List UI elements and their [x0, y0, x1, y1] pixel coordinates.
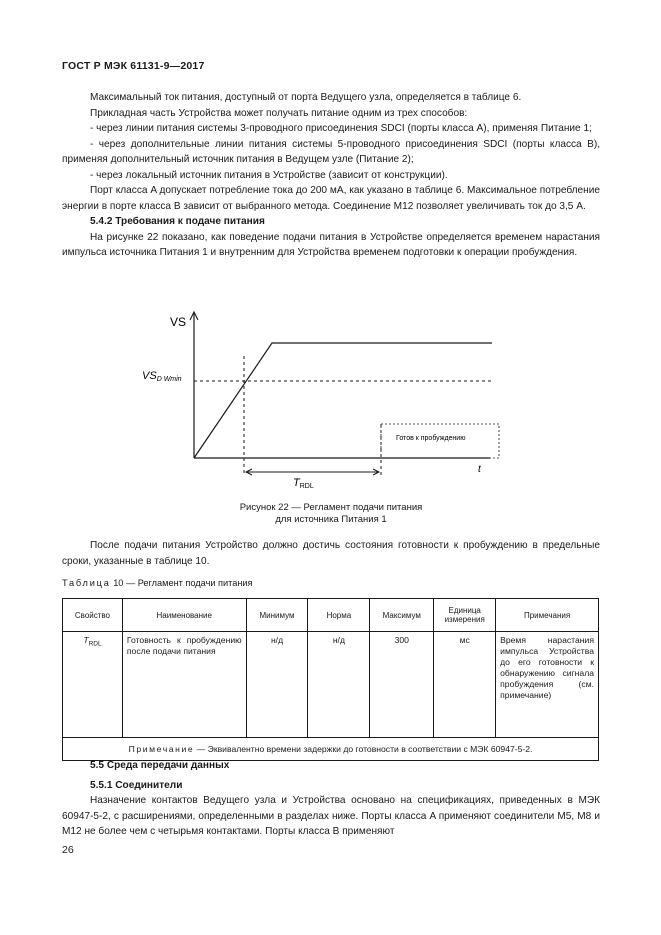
table-header-row	[63, 599, 599, 632]
cell-property: $T_{RDL}$	[63, 632, 123, 738]
body-bottom	[62, 758, 600, 840]
column-header: Максимум	[370, 599, 434, 632]
table-row	[63, 632, 599, 738]
note-label: Примечание	[128, 744, 195, 754]
column-header: Наименование	[122, 599, 246, 632]
paragraph: После подачи питания Устройство должно достичь состояния готовности к пробуждению в предельные сроки, указанные в таблице 10.	[62, 540, 600, 567]
table-title-prefix: Таблица	[62, 578, 111, 588]
paragraph: Порт класса A допускает потребление тока до 200 мА, как указано в таблице 6. Максимальное потребление энергии в порте класса B зависит от выбранного метода. Соединение M12 позволяет увеличивать ток до 3,5 А.	[62, 185, 600, 212]
cell-name: Готовность к пробуждению после подачи питания	[122, 632, 246, 738]
list-item: - через локальный источник питания в Устройстве (зависит от конструкции).	[90, 169, 448, 181]
section-heading: 5.5 Среда передачи данных	[90, 760, 230, 771]
power-supply-diagram	[142, 306, 520, 496]
section-heading: 5.4.2 Требования к подаче питания	[90, 216, 265, 227]
body-mid	[62, 538, 600, 569]
list-item: - через дополнительные линии питания системы 5-проводного присоединения SDCI (порты класса B), применяя дополнительный источник питания в Ведущем узле (Питание 2);	[62, 138, 600, 165]
cell-unit: мс	[434, 632, 496, 738]
paragraph: Прикладная часть Устройства может получать питание одним из трех способов:	[90, 107, 468, 119]
note-text: — Эквивалентно времени задержки до готовности в соответствии с МЭК 60947-5-2.	[196, 744, 533, 754]
table-title-text: 10 — Регламент подачи питания	[113, 578, 253, 588]
figure-caption	[62, 502, 600, 526]
column-header: Свойство	[63, 599, 123, 632]
caption-line: для источника Питания 1	[275, 514, 387, 525]
column-header: Норма	[308, 599, 370, 632]
column-header: Минимум	[246, 599, 308, 632]
subsection-heading: 5.5.1 Соединители	[90, 779, 183, 791]
body-top	[62, 90, 600, 261]
column-header: Единица измерения	[434, 599, 496, 632]
interval-label: TRDL	[293, 477, 314, 490]
table-title	[62, 578, 253, 588]
list-item: - через линии питания системы 3-проводного присоединения SDCI (порты класса A), применяя Питание 1;	[90, 123, 592, 134]
paragraph: На рисунке 22 показано, как поведение подачи питания в Устройстве определяется временем нарастания импульса источника Питания 1 и внутренним для Устройства временем подготовки к операции пробуждения.	[62, 231, 600, 258]
power-supply-table	[62, 598, 599, 761]
column-header: Примечания	[496, 599, 599, 632]
wakeup-ready-label: Готов к пробуждению	[396, 435, 466, 442]
document-header: ГОСТ Р МЭК 61131-9—2017	[62, 60, 205, 72]
x-axis-label: t	[478, 464, 481, 475]
caption-line: Рисунок 22 — Регламент подачи питания	[239, 502, 423, 513]
y-axis-label: VS	[170, 315, 187, 329]
paragraph: Максимальный ток питания, доступный от порта Ведущего узла, определяется в таблице 6.	[90, 92, 522, 103]
page-number: 26	[62, 844, 74, 856]
cell-typ: н/д	[308, 632, 370, 738]
cell-min: н/д	[246, 632, 308, 738]
cell-max: 300	[370, 632, 434, 738]
cell-notes: Время нарастания импульса Устройства до его готовности к обнаружению сигнала пробуждения (см. примечание)	[496, 632, 599, 738]
threshold-label: VSD Wmin	[142, 370, 182, 383]
paragraph: Назначение контактов Ведущего узла и Устройства основано на спецификациях, приведенных в МЭК 60947-5-2, с расширениями, определенными в разделах ниже. Порты класса A применяют соединители M5, M8 и M12 не более чем с четырьмя контактами. Порты класса B применяют	[62, 795, 600, 837]
